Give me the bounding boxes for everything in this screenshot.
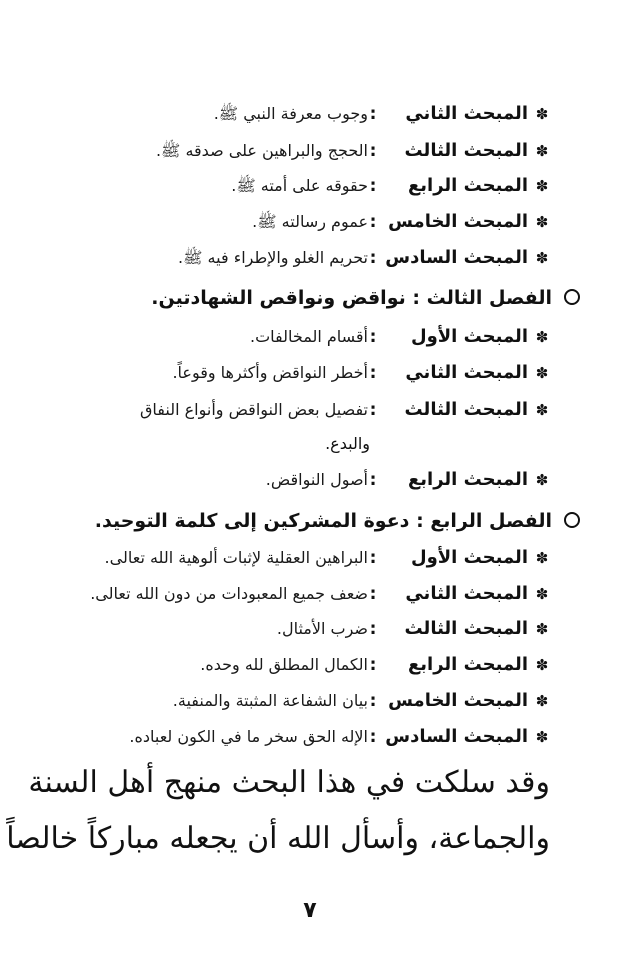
entry-label: المبحث الخامس [388,211,528,232]
entry-text: بيان الشفاعة المثبتة والمنفية. [172,691,368,710]
entry-label: المبحث الرابع [408,469,528,490]
entry-text: الكمال المطلق لله وحده. [200,655,368,674]
toc-entry [266,463,550,497]
bullet-star-icon: ✽ [535,471,549,489]
bullet-star-icon: ✽ [535,620,549,638]
entry-text: أصول النواقض. [265,470,368,489]
entry-colon: : [369,619,377,639]
bullet-star-icon: ✽ [535,328,549,346]
bullet-star-icon: ✽ [535,549,549,567]
entry-label: المبحث الثالث [404,618,528,639]
entry-text: وجوب معرفة النبي ﷺ. [213,104,368,123]
entry-label: المبحث السادس [385,247,528,268]
bullet-star-icon: ✽ [535,105,549,123]
circle-bullet-icon [564,289,580,305]
entry-colon: : [369,584,377,604]
entry-text: تفصيل بعض النواقض وأنواع النفاق [139,400,368,419]
entry-colon: : [369,176,377,196]
bullet-star-icon: ✽ [535,213,549,231]
bullet-star-icon: ✽ [535,728,549,746]
entry-colon: : [369,655,377,675]
entry-label: المبحث الرابع [408,654,528,675]
entry-label: المبحث الثالث [404,399,528,420]
entry-colon: : [369,400,377,420]
entry-colon: : [369,691,377,711]
entry-label: المبحث الثالث [404,140,528,161]
entry-colon: : [369,548,377,568]
chapter-heading [151,280,580,316]
entry-colon: : [369,727,377,747]
entry-text: عموم رسالته ﷺ. [252,212,368,231]
bullet-star-icon: ✽ [535,585,549,603]
toc-entry [172,356,550,390]
bullet-star-icon: ✽ [535,177,549,195]
toc-entry [140,393,550,427]
chapter-heading [95,503,580,539]
entry-label: المبحث الثاني [405,362,528,383]
chapter-title: دعوة المشركين إلى كلمة التوحيد. [94,510,410,532]
bullet-star-icon: ✽ [535,692,549,710]
entry-text: البراهين العقلية لإثبات ألوهية الله تعالى. [104,548,368,567]
entry-text: أقسام المخالفات. [250,327,368,346]
bullet-star-icon: ✽ [535,249,549,267]
entry-text-continuation: والبدع. [325,434,370,453]
entry-colon: : [369,141,377,161]
entry-text: ضرب الأمثال. [276,619,368,638]
chapter-label: الفصل الثالث : [412,287,552,309]
page-number: ٧ [303,898,317,923]
closing-paragraph-line: وقد سلكت في هذا البحث منهج أهل السنة [28,765,550,800]
toc-entry [277,612,550,646]
closing-paragraph-line: والجماعة، وأسأل الله أن يجعله مباركاً خالصاً [6,821,550,856]
entry-colon: : [369,363,377,383]
entry-label: المبحث الثاني [405,103,528,124]
chapter-label: الفصل الرابع : [416,510,552,532]
chapter-title: نواقض ونواقص الشهادتين. [151,287,406,309]
entry-label: المبحث الثاني [405,583,528,604]
entry-colon: : [369,327,377,347]
bullet-star-icon: ✽ [535,401,549,419]
toc-entry [231,169,550,203]
entry-label: المبحث الخامس [388,690,528,711]
entry-text: تحريم الغلو والإطراء فيه ﷺ. [178,248,368,267]
entry-text: ضعف جميع المعبودات من دون الله تعالى. [90,584,368,603]
entry-colon: : [369,104,377,124]
entry-label: المبحث السادس [385,726,528,747]
toc-entry [173,684,550,718]
bullet-star-icon: ✽ [535,142,549,160]
entry-text: الإله الحق سخر ما في الكون لعباده. [129,727,368,746]
toc-entry [90,577,550,611]
entry-colon: : [369,212,377,232]
bullet-star-icon: ✽ [535,656,549,674]
toc-entry [178,241,550,275]
circle-bullet-icon [564,512,580,528]
entry-text: حقوقه على أمته ﷺ. [231,176,368,195]
toc-entry [156,134,550,168]
entry-text: أخطر النواقض وأكثرها وقوعاً. [172,363,368,382]
entry-label: المبحث الأول [410,547,528,568]
toc-entry [200,648,550,682]
toc-entry [105,541,550,575]
toc-entry [252,205,550,239]
entry-colon: : [369,470,377,490]
bullet-star-icon: ✽ [535,364,549,382]
toc-entry [214,97,550,131]
toc-entry [129,720,550,754]
entry-label: المبحث الأول [410,326,528,347]
entry-text: الحجج والبراهين على صدقه ﷺ. [155,141,368,160]
entry-colon: : [369,248,377,268]
toc-entry [250,320,550,354]
entry-label: المبحث الرابع [408,175,528,196]
